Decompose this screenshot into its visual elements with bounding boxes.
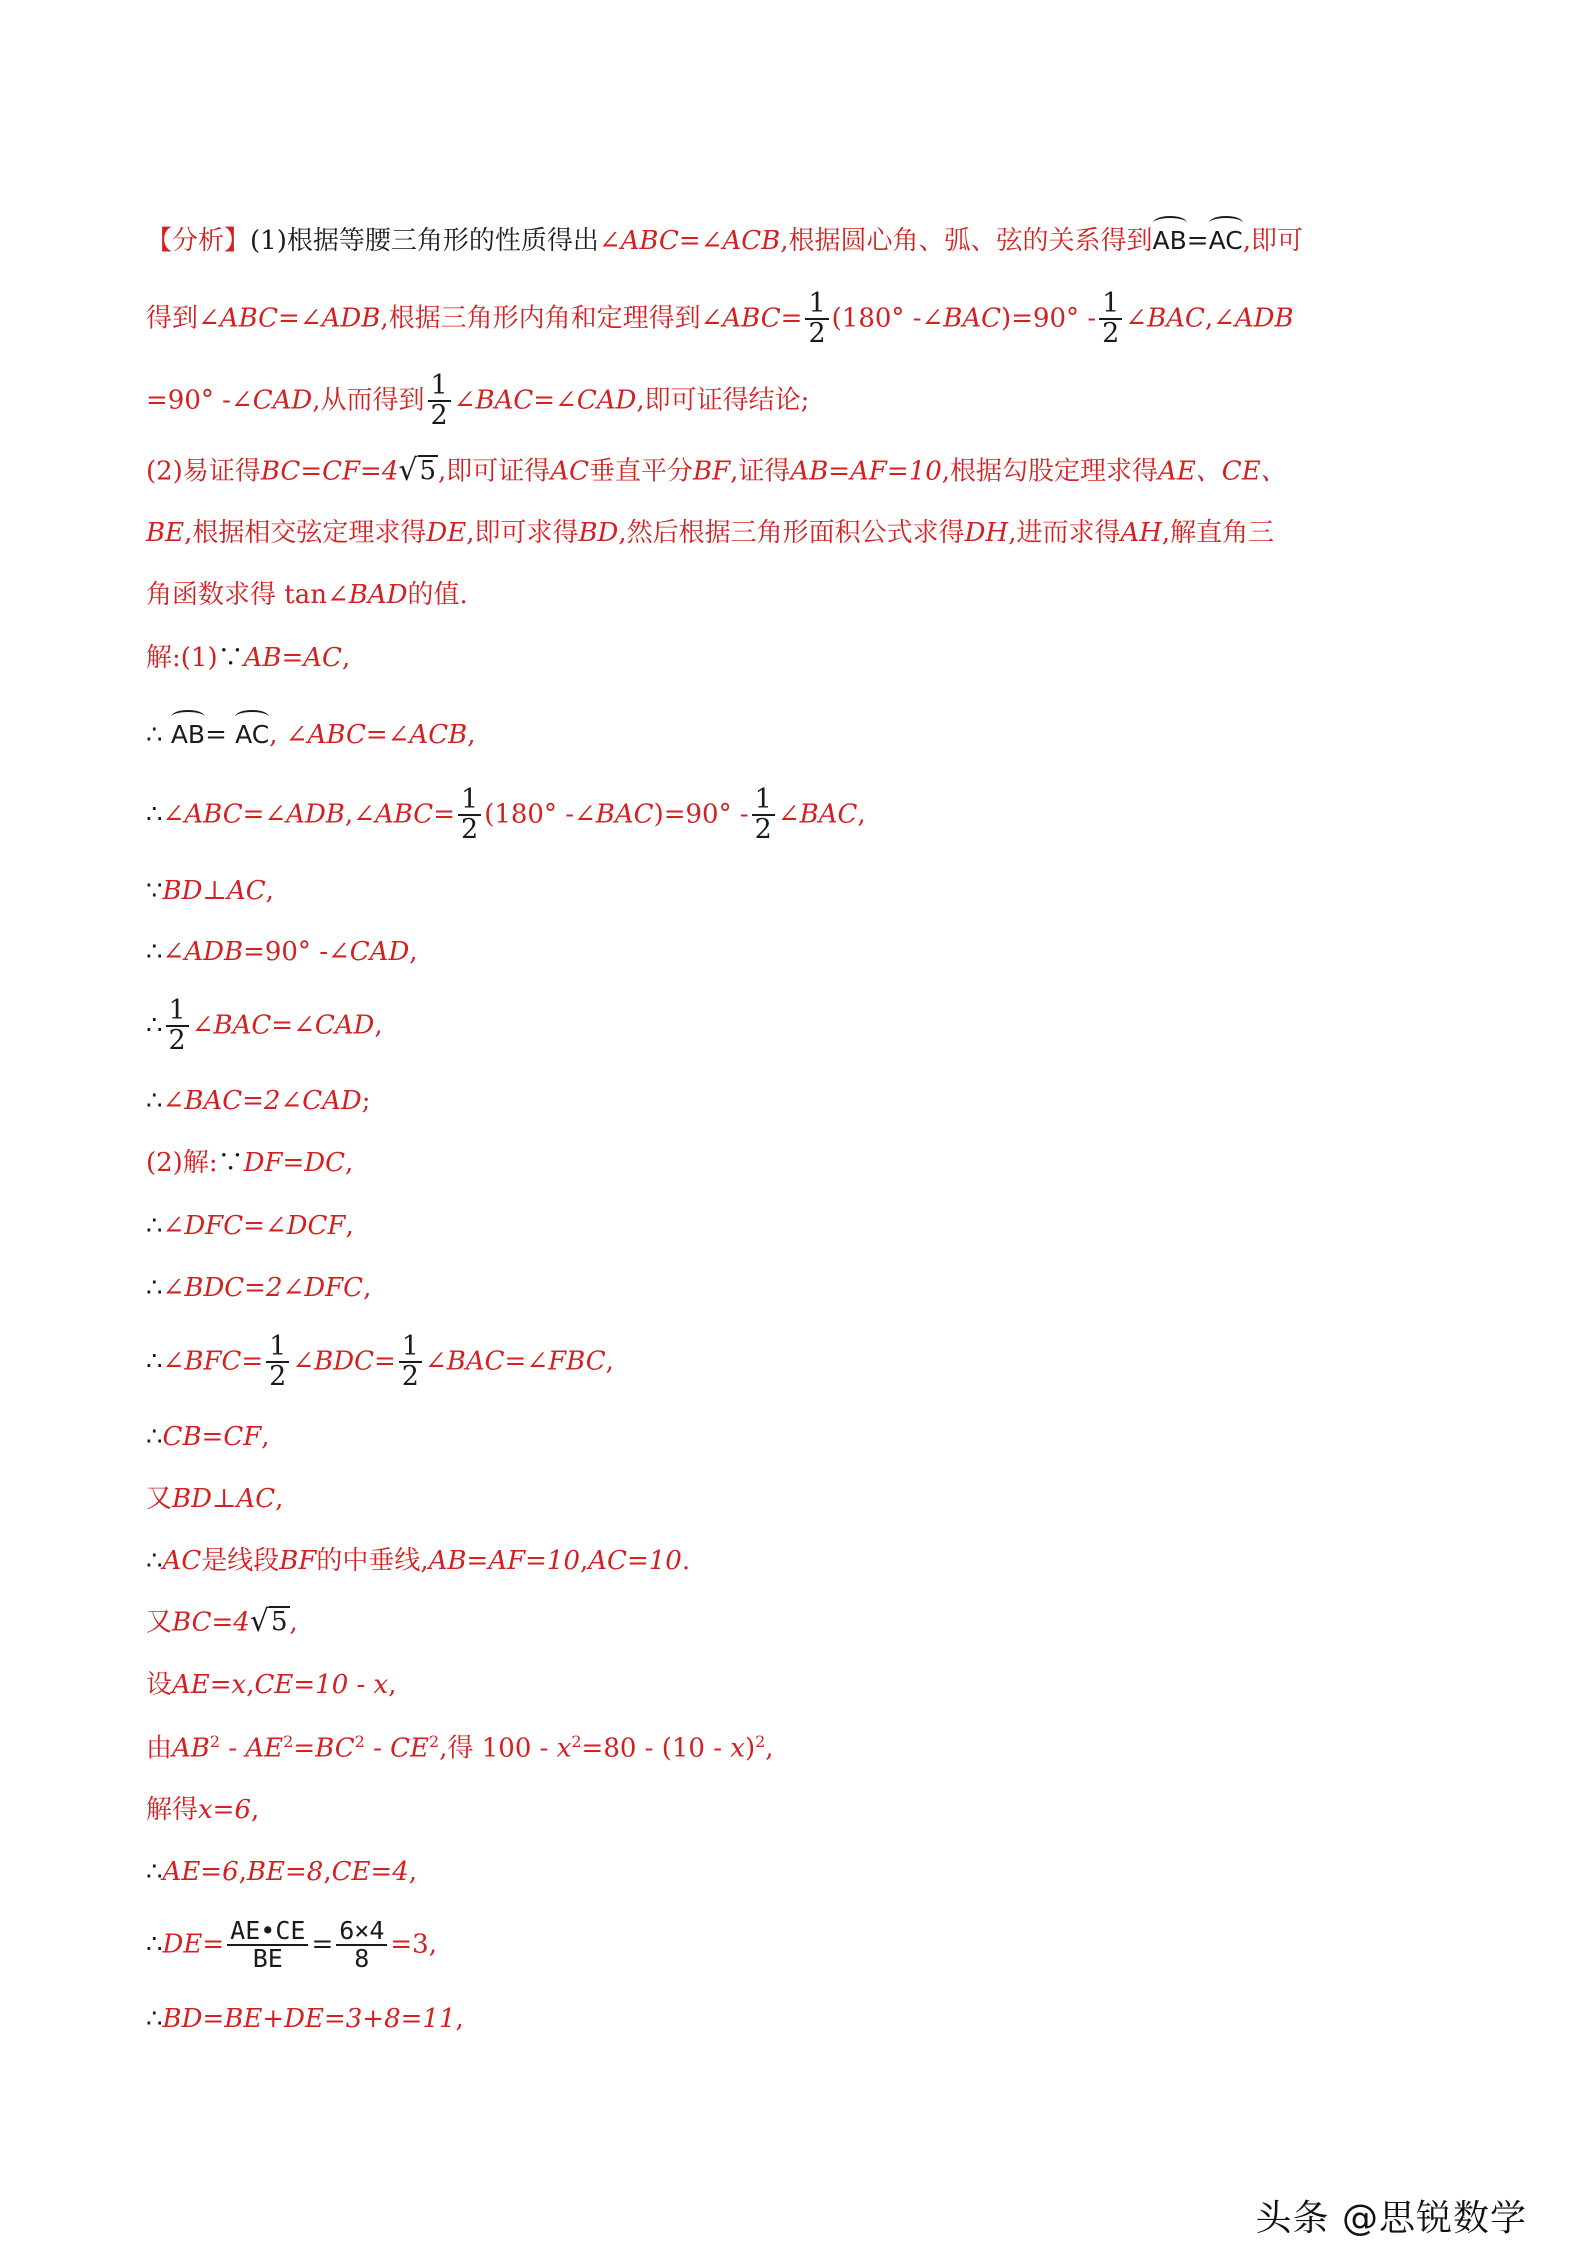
sqrt-5: √ 5 (249, 1603, 288, 1639)
solution-line-13: 又BD⊥AC, (146, 1484, 284, 1514)
watermark: 头条 @思锐数学 (1255, 2198, 1527, 2239)
fraction-half: $\frac{1}{2}$ (752, 786, 775, 845)
fraction-6x4-over-8: $\frac{6\times 4}{8}$ (336, 1918, 387, 1973)
arc-ac: AC (1209, 216, 1243, 256)
solution-line-16: 设AE=x,CE=10 - x, (146, 1670, 397, 1700)
fraction-ae-ce-over-be: $\frac{AE•CE}{BE}$ (227, 1918, 308, 1973)
solution-line-15: 又BC=4 √ 5 , (146, 1603, 298, 1639)
fraction-half: $\frac{1}{2}$ (266, 1333, 289, 1392)
arc-ab: AB (171, 710, 205, 750)
solution-line-7: ∴∠BAC=2∠CAD; (146, 1086, 371, 1116)
analysis-line-5: BE,根据相交弦定理求得DE,即可求得BD,然后根据三角形面积公式求得DH,进而求得AH,解直角三 (146, 518, 1275, 548)
arc-ab: AB (1153, 216, 1187, 256)
solution-line-1: 解:(1)∵AB=AC, (146, 643, 351, 673)
solution-line-2: ∴ AB= AC, ∠ABC=∠ACB, (146, 710, 1446, 751)
solution-line-20: ∴DE= $\frac{AE•CE}{BE}$ = $\frac{6\times 4}{8}$ =3, (146, 1916, 437, 1974)
solution-line-6: ∴ $\frac{1}{2}$ ∠BAC=∠CAD, (146, 995, 383, 1057)
analysis-line-2: 得到∠ABC=∠ADB,根据三角形内角和定理得到∠ABC= $\frac{1}{2}$ (180° -∠BAC)=90° - $\frac{1}{2}$ ∠BAC,∠ADB (146, 288, 1294, 350)
solution-line-17: 由$AB^2 - AE^2=BC^2 - CE^2$,得 $100 - x^2=80 - (10 - x)^2$, (146, 1732, 774, 1764)
sqrt-5: √ 5 (398, 452, 437, 488)
solution-line-3: ∴∠ABC=∠ADB,∠ABC= $\frac{1}{2}$ (180° -∠BAC)=90° - $\frac{1}{2}$ ∠BAC, (146, 784, 866, 846)
solution-line-14: ∴AC是线段BF的中垂线,AB=AF=10,AC=10. (146, 1546, 691, 1576)
solution-line-12: ∴CB=CF, (146, 1422, 270, 1452)
solution-line-19: ∴AE=6,BE=8,CE=4, (146, 1857, 418, 1887)
analysis-tag: 【分析】 (146, 226, 251, 256)
fraction-half: $\frac{1}{2}$ (428, 372, 451, 431)
arc-ac: AC (235, 710, 269, 750)
solution-line-18: 解得x=6, (146, 1795, 260, 1825)
solution-line-8: (2)解:∵DF=DC, (146, 1148, 354, 1178)
fraction-half: $\frac{1}{2}$ (399, 1333, 422, 1392)
analysis-line-3: =90° -∠CAD,从而得到 $\frac{1}{2}$ ∠BAC=∠CAD,即可证得结论; (146, 370, 810, 432)
solution-line-4: ∵BD⊥AC, (146, 876, 274, 906)
solution-line-5: ∴∠ADB=90° -∠CAD, (146, 937, 418, 967)
solution-line-9: ∴∠DFC=∠DCF, (146, 1211, 354, 1241)
solution-line-11: ∴∠BFC= $\frac{1}{2}$ ∠BDC= $\frac{1}{2}$ ∠BAC=∠FBC, (146, 1331, 614, 1393)
solution-line-21: ∴BD=BE+DE=3+8=11, (146, 2004, 464, 2034)
fraction-half: $\frac{1}{2}$ (805, 290, 828, 349)
fraction-half: $\frac{1}{2}$ (458, 786, 481, 845)
analysis-line-4: (2)易证得BC=CF=4 √ 5 ,即可证得AC垂直平分BF,证得AB=AF=10,根据勾股定理求得AE、CE、 (146, 452, 1287, 488)
analysis-line-1: 【分析】(1)根据等腰三角形的性质得出∠ABC=∠ACB,根据圆心角、弧、弦的关系得到AB=AC,即可 (146, 216, 1446, 257)
fraction-half: $\frac{1}{2}$ (166, 997, 189, 1056)
solution-line-10: ∴∠BDC=2∠DFC, (146, 1273, 372, 1303)
fraction-half: $\frac{1}{2}$ (1099, 290, 1122, 349)
analysis-line-6: 角函数求得 tan∠BAD的值. (146, 580, 468, 610)
